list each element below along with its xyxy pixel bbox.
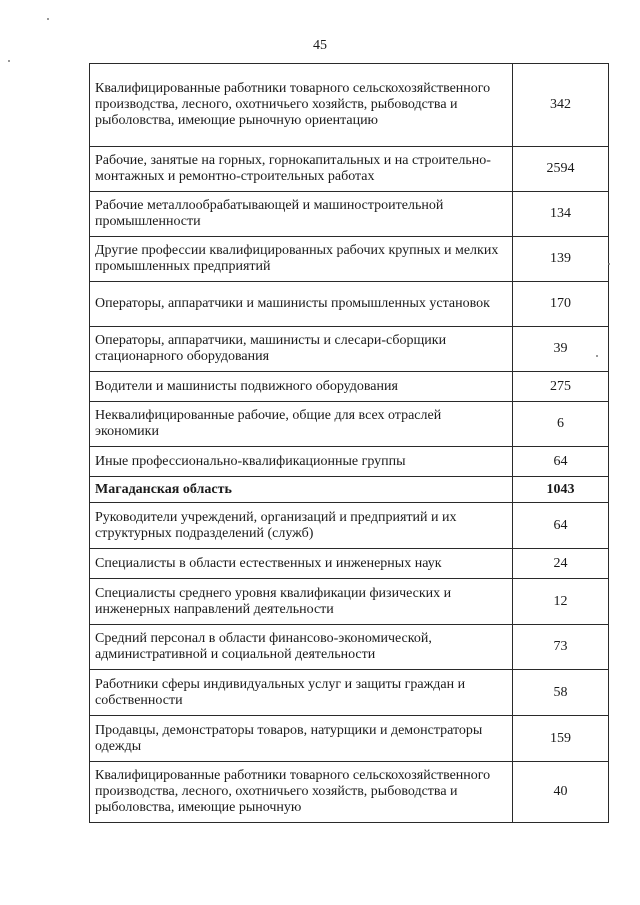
table-row (90, 64, 609, 147)
occupation-label-cell: Специалисты среднего уровня квалификации физических и инженерных направлений деятельности (90, 579, 513, 625)
occupation-label-cell: Водители и машинисты подвижного оборудования (90, 372, 513, 402)
scan-speck (596, 355, 598, 357)
count-value-cell: 73 (513, 625, 609, 670)
table-row (90, 282, 609, 327)
table-row (90, 549, 609, 579)
occupation-label-cell: Квалифицированные работники товарного сельскохозяйственного производства, лесного, охотничьего хозяйств, рыбоводства и рыболовства, имеющие рыночную (90, 762, 513, 823)
table-row (90, 447, 609, 477)
count-value-cell: 6 (513, 402, 609, 447)
page-number: 45 (313, 38, 327, 53)
scan-speck (8, 60, 10, 62)
table-row (90, 147, 609, 192)
occupation-label-cell: Неквалифицированные рабочие, общие для всех отраслей экономики (90, 402, 513, 447)
occupation-label-cell: Иные профессионально-квалификационные группы (90, 447, 513, 477)
occupation-label-cell: Рабочие металлообрабатывающей и машиностроительной промышленности (90, 192, 513, 237)
count-value-cell: 64 (513, 447, 609, 477)
table-row (90, 762, 609, 823)
scan-speck (608, 263, 610, 265)
count-value-cell: 58 (513, 670, 609, 716)
occupation-label-cell: Рабочие, занятые на горных, горнокапитальных и на строительно-монтажных и ремонтно-строительных работах (90, 147, 513, 192)
table-row (90, 327, 609, 372)
scan-speck (47, 18, 49, 20)
table-row (90, 237, 609, 282)
table-row (90, 192, 609, 237)
count-value-cell: 139 (513, 237, 609, 282)
count-value-cell: 12 (513, 579, 609, 625)
count-value-cell: 159 (513, 716, 609, 762)
occupation-label-cell: Руководители учреждений, организаций и предприятий и их структурных подразделений (служб) (90, 503, 513, 549)
table-row (90, 503, 609, 549)
count-value-cell: 64 (513, 503, 609, 549)
count-value-cell: 39 (513, 327, 609, 372)
count-value-cell: 24 (513, 549, 609, 579)
table-row (90, 579, 609, 625)
occupation-label-cell: Средний персонал в области финансово-экономической, административной и социальной деятельности (90, 625, 513, 670)
occupation-table (89, 63, 609, 823)
count-value-cell: 2594 (513, 147, 609, 192)
occupation-label-cell: Специалисты в области естественных и инженерных наук (90, 549, 513, 579)
occupation-label-cell: Магаданская область (90, 477, 513, 503)
count-value-cell: 275 (513, 372, 609, 402)
occupation-label-cell: Квалифицированные работники товарного сельскохозяйственного производства, лесного, охотничьего хозяйств, рыбоводства и рыболовства, имеющие рыночную ориентацию (90, 64, 513, 147)
occupation-label-cell: Операторы, аппаратчики, машинисты и слесари-сборщики стационарного оборудования (90, 327, 513, 372)
count-value-cell: 40 (513, 762, 609, 823)
count-value-cell: 1043 (513, 477, 609, 503)
occupation-label-cell: Продавцы, демонстраторы товаров, натурщики и демонстраторы одежды (90, 716, 513, 762)
table-row (90, 670, 609, 716)
table-body (90, 64, 609, 823)
count-value-cell: 134 (513, 192, 609, 237)
occupation-label-cell: Другие профессии квалифицированных рабочих крупных и мелких промышленных предприятий (90, 237, 513, 282)
table-row (90, 477, 609, 503)
table-row (90, 372, 609, 402)
table-row (90, 402, 609, 447)
count-value-cell: 342 (513, 64, 609, 147)
occupation-label-cell: Операторы, аппаратчики и машинисты промышленных установок (90, 282, 513, 327)
count-value-cell: 170 (513, 282, 609, 327)
occupation-label-cell: Работники сферы индивидуальных услуг и защиты граждан и собственности (90, 670, 513, 716)
table-row (90, 716, 609, 762)
table-row (90, 625, 609, 670)
